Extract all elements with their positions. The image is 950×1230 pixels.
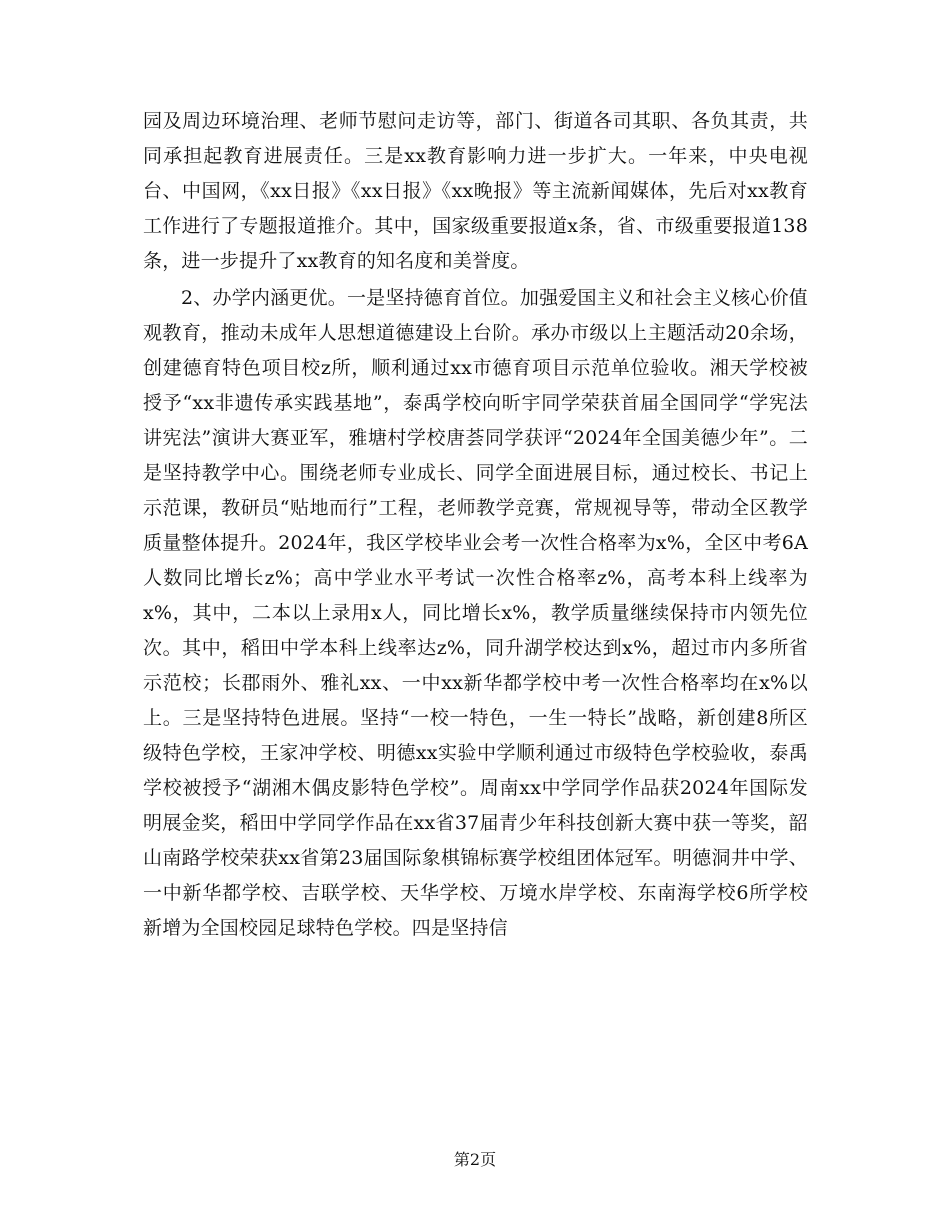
document-body xyxy=(143,104,808,946)
paragraph-1: 园及周边环境治理、老师节慰问走访等，部门、街道各司其职、各负其责，共同承担起教育进展责任。三是xx教育影响力进一步扩大。一年来，中央电视台、中国网，《xx日报》《xx日报》《xx晚报》等主流新闻媒体，先后对xx教育工作进行了专题报道推介。其中，国家级重要报道x条，省、市级重要报道138条，进一步提升了xx教育的知名度和美誉度。 xyxy=(143,110,808,272)
page-number: 第2页 xyxy=(453,1150,497,1169)
paragraph-2: 2、办学内涵更优。一是坚持德育首位。加强爱国主义和社会主义核心价值观教育，推动未成年人思想道德建设上台阶。承办市级以上主题活动20余场，创建德育特色项目校z所，顺利通过xx市德育项目示范单位验收。湘天学校被授予“xx非遗传承实践基地”，泰禹学校向昕宇同学荣获首届全国同学“学宪法讲宪法”演讲大赛亚军，雅塘村学校唐荟同学获评“2024年全国美德少年”。二是坚持教学中心。围绕老师专业成长、同学全面进展目标，通过校长、书记上示范课，教研员“贴地而行”工程，老师教学竞赛，常规视导等，带动全区教学质量整体提升。2024年，我区学校毕业会考一次性合格率为x%，全区中考6A人数同比增长z%；高中学业水平考试一次性合格率z%，高考本科上线率为x%，其中，二本以上录用x人，同比增长x%，教学质量继续保持市内领先位次。其中，稻田中学本科上线率达z%，同升湖学校达到x%，超过市内多所省示范校；长郡雨外、雅礼xx、一中xx新华都学校中考一次性合格率均在x%以上。三是坚持特色进展。坚持“一校一特色，一生一特长”战略，新创建8所区级特色学校，王家冲学校、明德xx实验中学顺利通过市级特色学校验收，泰禹学校被授予“湖湘木偶皮影特色学校”。周南xx中学同学作品获2024年国际发明展金奖，稻田中学同学作品在xx省37届青少年科技创新大赛中获一等奖，韶山南路学校荣获xx省第23届国际象棋锦标赛学校组团体冠军。明德洞井中学、一中新华都学校、吉联学校、天华学校、万境水岸学校、东南海学校6所学校新增为全国校园足球特色学校。四是坚持信 xyxy=(143,287,808,939)
